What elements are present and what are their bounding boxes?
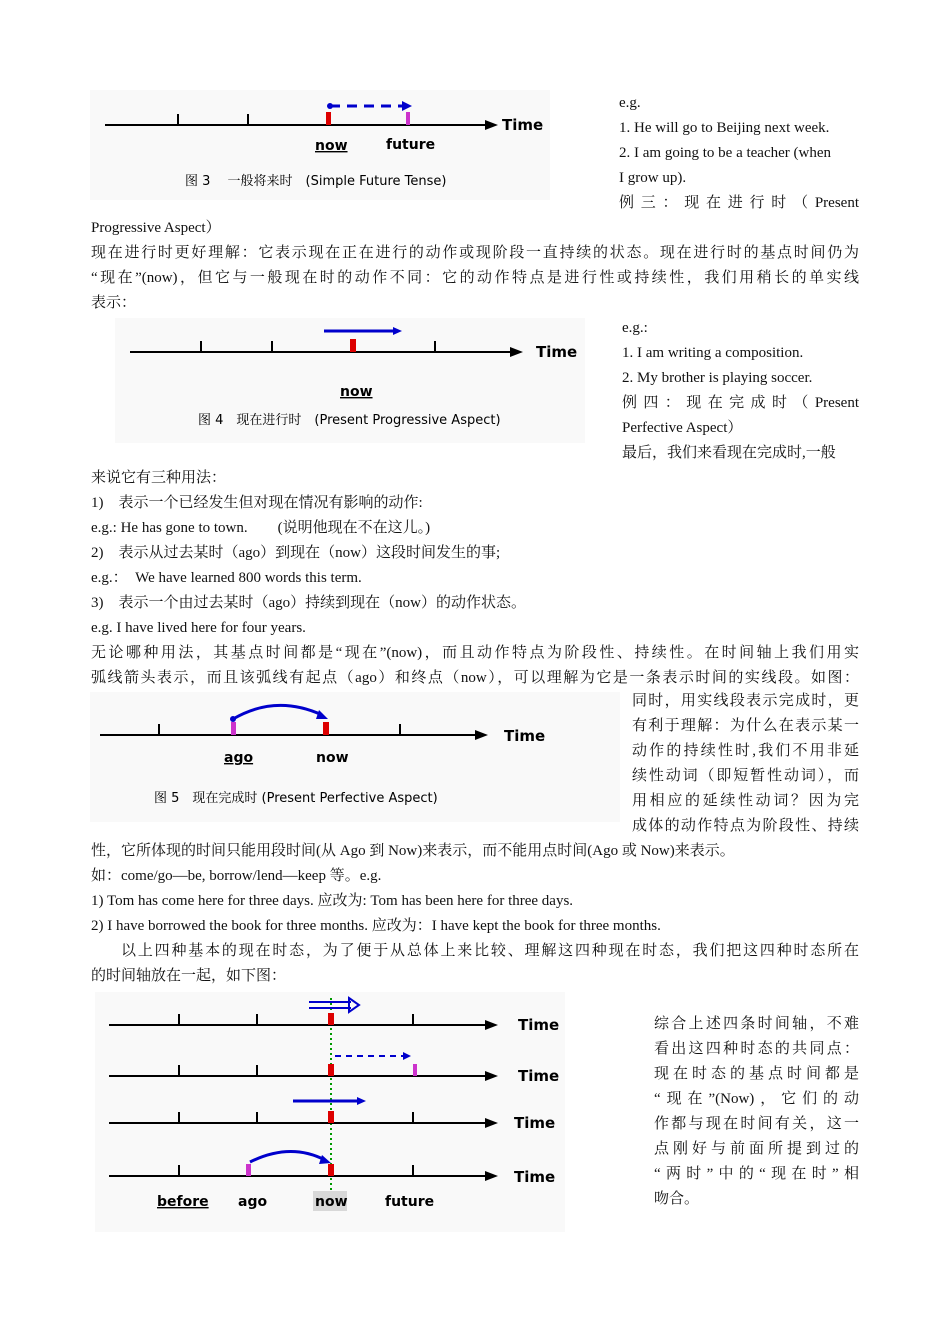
future-marker [413, 1064, 417, 1076]
text-line: 现在进行时更好理解：它表示现在正在进行的动作或现阶段一直持续的状态。现在进行时的基点时间仍为 [91, 245, 859, 261]
text-line: 表示： [91, 295, 137, 311]
text-line: 最后，我们来看现在完成时,一般 [622, 445, 836, 461]
text-line: Progressive Aspect） [91, 220, 221, 236]
now-marker [350, 339, 356, 352]
text-line: e.g.: [622, 320, 648, 336]
text-line: “现在”(now)，但它与一般现在时的动作不同：它的动作特点是进行性或持续性，我们用稍长的单实线 [91, 270, 859, 286]
text-line: 用相应的延续性动词？因为完 [632, 793, 859, 809]
text-line: 2) I have borrowed the book for three months. 应改为：I have kept the book for three months. [91, 918, 661, 934]
text-line: e.g. [619, 95, 641, 111]
text-line: 点刚好与前面所提到过的 [654, 1141, 859, 1157]
future-marker [406, 112, 410, 125]
text-line: 2. I am going to be a teacher (when [619, 145, 831, 161]
now-marker [323, 722, 329, 735]
text-line: 的时间轴放在一起，如下图： [91, 968, 287, 984]
ago-marker [246, 1164, 251, 1176]
text-line: 现在时态的基点时间都是 [654, 1066, 859, 1082]
now-marker [328, 1064, 334, 1076]
text-line: 来说它有三种用法： [91, 470, 227, 486]
figure-caption: 图 3 一般将来时 (Simple Future Tense) [185, 174, 447, 189]
now-marker [326, 112, 331, 125]
text-line: “两时”中的“现在时”相 [654, 1166, 859, 1182]
text-line: 性，它所体现的时间只能用段时间(从 Ago 到 Now)来表示，而不能用点时间(Ago 或 Now)来表示。 [91, 843, 735, 859]
text-line: 1. He will go to Beijing next week. [619, 120, 830, 136]
figure-5-present-perfective [90, 692, 620, 827]
ago-label: ago [238, 1194, 268, 1210]
text-line: e.g.： We have learned 800 words this term. [91, 570, 362, 586]
text-line: 无论哪种用法，其基点时间都是“现在”(now)，而且动作特点为阶段性、持续性。在时间轴上我们用实 [91, 645, 859, 661]
text-line: 作都与现在时间有关，这一 [654, 1116, 859, 1132]
future-label: future [386, 137, 436, 153]
now-label: now [316, 750, 349, 766]
time-label: Time [518, 1016, 560, 1034]
before-label: before [157, 1194, 209, 1210]
ago-label: ago [224, 750, 254, 766]
now-label: now [315, 1194, 348, 1210]
text-line: 综合上述四条时间轴，不难 [654, 1016, 859, 1032]
ago-marker [231, 722, 236, 735]
text-line: 如：come/go—be, borrow/lend—keep 等。e.g. [91, 868, 382, 884]
text-line: 成体的动作特点为阶段性、持续 [632, 818, 859, 834]
text-line: 2. My brother is playing soccer. [622, 370, 813, 386]
time-label: Time [518, 1067, 560, 1085]
now-marker [328, 1164, 334, 1176]
text-line: 3) 表示一个由过去某时（ago）持续到现在（now）的动作状态。 [91, 595, 526, 611]
text-line: 2) 表示从过去某时（ago）到现在（now）这段时间发生的事; [91, 545, 501, 561]
text-line: 吻合。 [654, 1191, 700, 1207]
figure-3-simple-future [90, 90, 610, 205]
text-line: 动作的持续性时,我们不用非延 [632, 743, 859, 759]
text-line: 同时，用实线段表示完成时，更 [632, 693, 859, 709]
text-line: 1. I am writing a composition. [622, 345, 804, 361]
text-line: 例 四 ： 现 在 完 成 时 （ Present [622, 395, 859, 411]
text-line: 1) Tom has come here for three days. 应改为: Tom has been here for three days. [91, 893, 574, 909]
text-line: 看出这四种时态的共同点： [654, 1041, 859, 1057]
future-label: future [385, 1194, 435, 1210]
text-line: 续性动词（即短暂性动词），而 [632, 768, 859, 784]
text-line: Perfective Aspect） [622, 420, 743, 436]
now-label: now [315, 138, 348, 154]
figure-4-present-progressive [115, 318, 595, 448]
text-line: “现在”(Now)，它们的动 [654, 1091, 859, 1107]
text-line: e.g.: He has gone to town. (说明他现在不在这儿。) [91, 520, 431, 536]
figure-caption: 图 5 现在完成时 (Present Perfective Aspect) [154, 791, 438, 806]
time-label: Time [514, 1114, 556, 1132]
time-label: Time [514, 1168, 556, 1186]
text-line: 1) 表示一个已经发生但对现在情况有影响的动作: [91, 495, 423, 511]
now-label: now [340, 384, 373, 400]
text-line: I grow up). [619, 170, 687, 186]
time-label: Time [504, 727, 546, 745]
now-marker [328, 1111, 334, 1123]
text-line: 例 三 ： 现 在 进 行 时 （ Present [619, 195, 859, 211]
now-marker [328, 1013, 334, 1025]
figure-caption: 图 4 现在进行时 (Present Progressive Aspect) [198, 413, 501, 428]
text-line: 以上四种基本的现在时态，为了便于从总体上来比较、理解这四种现在时态，我们把这四种时态所在 [121, 943, 859, 959]
text-line: 弧线箭头表示，而且该弧线有起点（ago）和终点（now），可以理解为它是一条表示时间的实线段。如图： [91, 670, 859, 686]
time-label: Time [502, 116, 544, 134]
text-line: e.g. I have lived here for four years. [91, 620, 306, 636]
figure-combined-timelines [95, 992, 605, 1237]
text-line: 有利于理解：为什么在表示某一 [632, 718, 859, 734]
time-label: Time [536, 343, 578, 361]
